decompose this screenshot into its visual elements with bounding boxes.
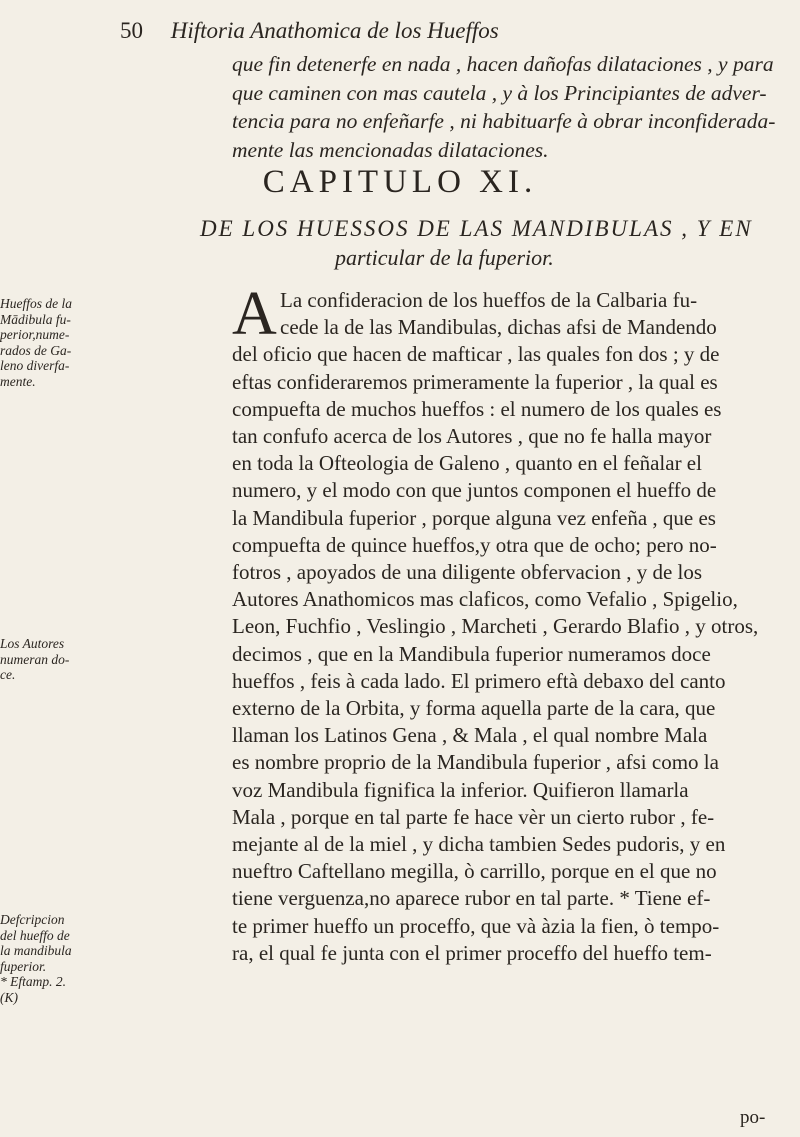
body-line: cede la de las Mandibulas, dichas afsi de Mandendo [280,315,717,340]
intro-line: mente las mencionadas dilataciones. [232,137,549,162]
margin-note-line: Hueffos de la [0,296,72,311]
intro-line: que caminen con mas cautela , y à los Principiantes de adver- [232,80,767,105]
body-line: tan confufo acerca de los Autores , que no fe halla mayor [232,424,712,449]
body-line: del oficio que hacen de mafticar , las quales fon dos ; y de [232,342,720,367]
running-title: Hiftoria Anathomica de los Hueffos [170,18,499,43]
body-line: numero, y el modo con que juntos componen el hueffo de [232,478,717,503]
margin-note-autores [0,636,100,683]
margin-note-line: la mandibula [0,943,72,958]
drop-cap: A [232,280,277,348]
margin-note-line: fuperior. [0,958,47,974]
intro-paragraph [232,50,780,164]
margin-note-line: perior,nume- [0,327,70,342]
margin-note-line: del hueffo de [0,927,70,943]
body-line: es nombre proprio de la Mandibula fuperior , afsi como la [232,750,719,775]
chapter-subtitle: DE LOS HUESSOS DE LAS MANDIBULAS , Y EN [200,216,753,241]
margin-note-line: (K) [0,989,18,1005]
intro-line: tencia para no enfeñarfe , ni habituarfe à obrar inconfiderada- [232,109,776,133]
body-line: externo de la Orbita, y forma aquella parte de la cara, que [232,696,716,721]
body-line: eftas confideraremos primeramente la fuperior , la qual es [232,369,718,394]
body-line: decimos , que en la Mandibula fuperior numeramos doce [232,641,711,666]
margin-note-line: rados de Ga- [0,342,72,358]
body-line: nueftro Caftellano megilla, ò carrillo, porque en el que no [232,859,717,884]
body-line: compuefta de quince hueffos,y otra que de ocho; pero no- [232,532,717,557]
body-line: mejante al de la miel , y dicha tambien Sedes pudoris, y en [232,832,726,857]
chapter-subtitle-2: particular de la fuperior. [335,245,554,270]
margin-note-line: * Eftamp. 2. [0,974,66,989]
margin-note-line: Mādibula fu- [0,311,71,327]
body-line: tiene verguenza,no aparece rubor en tal parte. * Tiene ef- [232,886,711,911]
body-line: llaman los Latinos Gena , & Mala , el qual nombre Mala [232,723,708,748]
body-line: fotros , apoyados de una diligente obfervacion , y de los [232,560,703,585]
body-line: Mala , porque en tal parte fe hace vèr un cierto rubor , fe- [232,804,715,829]
margin-note-hueffos [0,296,100,389]
running-header [120,18,760,44]
margin-note-line: mente. [0,373,36,389]
margin-note-line: Los Autores [0,636,65,651]
body-line: compuefta de muchos hueffos : el numero de los quales es [232,396,722,421]
margin-note-descripcion [0,912,100,1005]
body-line: Autores Anathomicos mas claficos, como Vefalio , Spigelio, [232,587,738,612]
margin-note-line: numeran do- [0,651,70,667]
catchword: po- [740,1107,766,1128]
body-line: te primer hueffo un proceffo, que và àzia la fien, ò tempo- [232,913,720,938]
margin-note-line: Defcripcion [0,912,65,927]
body-line: voz Mandibula fignifica la inferior. Quifieron llamarla [232,777,689,802]
body-line: la Mandibula fuperior , porque alguna vez enfeña , que es [232,505,716,530]
body-line: Leon, Fuchfio , Veslingio , Marcheti , Gerardo Blafio , y otros, [232,614,759,639]
body-line: ra, el qual fe junta con el primer proceffo del hueffo tem- [232,940,712,965]
chapter-title: CAPITULO XI. [262,164,538,200]
body-line: hueffos , feis à cada lado. El primero eftà debaxo del canto [232,668,726,693]
intro-line: que fin detenerfe en nada , hacen dañofas dilataciones , y para [232,52,774,76]
page-number: 50 [120,18,143,43]
body-text [232,287,787,967]
body-line: La confideracion de los hueffos de la Calbaria fu- [280,288,698,312]
body-line: en toda la Ofteologia de Galeno , quanto en el feñalar el [232,451,702,476]
margin-note-line: ce. [0,667,16,682]
margin-note-line: leno diverfa- [0,358,70,373]
